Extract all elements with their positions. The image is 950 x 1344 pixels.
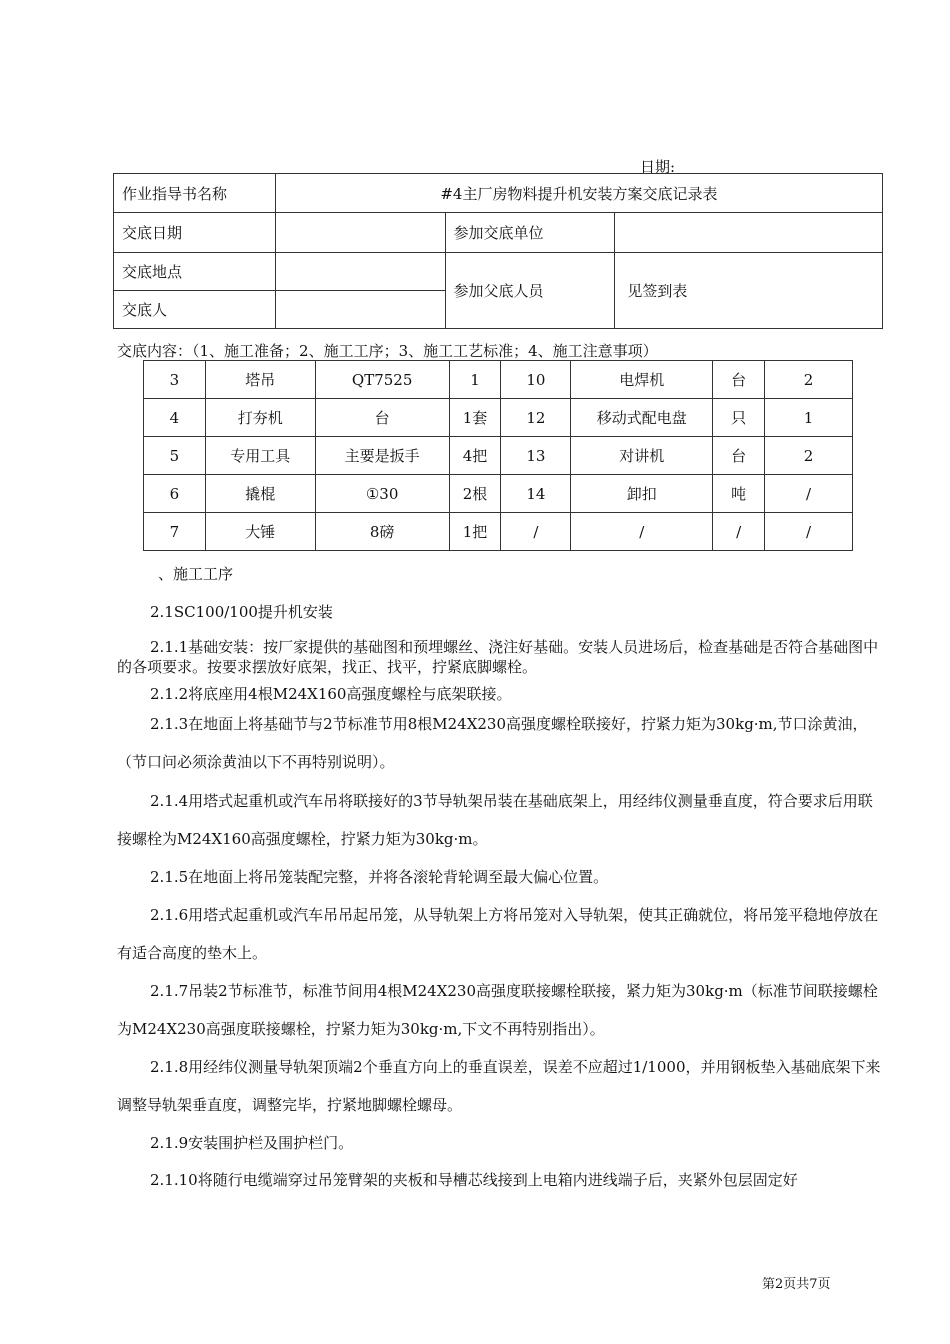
table-cell: 1 [449,361,501,399]
table-cell: 1 [765,399,853,437]
equipment-table [143,360,853,551]
header-label: 交底地点 [114,253,276,291]
header-label: 参加父底人员 [445,253,615,329]
header-row [114,213,883,253]
table-cell: 打夯机 [205,399,315,437]
header-value [275,291,445,329]
table-cell: 14 [501,475,571,513]
table-cell: / [571,513,713,551]
step-paragraph: 2.1.2将底座用4根M24X160高强度螺栓与底架联接。 [150,685,512,703]
table-cell: 6 [144,475,206,513]
table-cell: 13 [501,437,571,475]
subsection-title: 2.1SC100/100提升机安装 [150,603,333,621]
header-value [275,253,445,291]
table-cell: 只 [713,399,765,437]
table-cell: 吨 [713,475,765,513]
table-cell: 2 [765,361,853,399]
table-cell: 移动式配电盘 [571,399,713,437]
date-label: 日期: [640,158,676,176]
table-cell: 8磅 [315,513,449,551]
table-cell: 主要是扳手 [315,437,449,475]
table-cell: / [765,475,853,513]
table-row [144,437,853,475]
table-cell: 塔吊 [205,361,315,399]
table-cell: / [501,513,571,551]
table-cell: 7 [144,513,206,551]
table-cell: 卸扣 [571,475,713,513]
table-cell: 台 [713,437,765,475]
table-cell: 台 [315,399,449,437]
step-paragraph: 2.1.7吊装2节标准节，标准节间用4根M24X230高强度联接螺栓联接，紧力矩为30kg·m（标准节间联接螺栓为M24X230高强度联接螺栓，拧紧力矩为30kg·m,下文不再特别指出）。 [117,982,878,1038]
step-paragraph: 2.1.5在地面上将吊笼装配完整，并将各滚轮背轮调至最大偏心位置。 [150,868,609,886]
header-label: 交底日期 [114,213,276,253]
header-value: 见签到表 [615,253,883,329]
step-paragraph: 2.1.4用塔式起重机或汽车吊将联接好的3节导轨架吊装在基础底架上，用经纬仪测量垂直度，符合要求后用联接螺栓为M24X160高强度螺栓，拧紧力矩为30kg·m。 [117,792,873,848]
step-paragraph: 2.1.1基础安装：按厂家提供的基础图和预埋螺丝、浇注好基础。安装人员进场后，检查基础是否符合基础图中的各项要求。按要求摆放好底架，找正、找平，拧紧底脚螺栓。 [117,638,879,676]
table-cell: QT7525 [315,361,449,399]
page-footer: 第2页共7页 [762,1277,831,1292]
table-cell: 2 [765,437,853,475]
table-cell: 台 [713,361,765,399]
table-cell: 1把 [449,513,501,551]
table-row [144,513,853,551]
step-paragraph: 2.1.3在地面上将基础节与2节标准节用8根M24X230高强度螺栓联接好，拧紧力矩为30kg·m,节口涂黄油，（节口问必须涂黄油以下不再特别说明）。 [117,715,868,771]
header-table [113,173,883,329]
table-cell: 专用工具 [205,437,315,475]
step-paragraph: 2.1.9安装围护栏及围护栏门。 [150,1134,354,1152]
table-cell: 3 [144,361,206,399]
table-cell: 10 [501,361,571,399]
table-cell: 1套 [449,399,501,437]
header-label: 作业指导书名称 [114,174,276,213]
table-cell: 4把 [449,437,501,475]
table-cell: 撬棍 [205,475,315,513]
table-row [144,475,853,513]
table-cell: 12 [501,399,571,437]
table-cell: 4 [144,399,206,437]
header-value [615,213,883,253]
header-row [114,253,883,291]
step-paragraph: 2.1.10将随行电缆端穿过吊笼臂架的夹板和导槽芯线接到上电箱内进线端子后，夹紧外包层固定好 [150,1171,798,1189]
header-row [114,174,883,213]
table-cell: / [713,513,765,551]
table-row [144,361,853,399]
table-cell: 大锤 [205,513,315,551]
step-paragraph: 2.1.8用经纬仪测量导轨架顶端2个垂直方向上的垂直误差，误差不应超过1/1000，并用钢板垫入基础底架下来调整导轨架垂直度，调整完毕，拧紧地脚螺栓螺母。 [117,1058,881,1114]
header-value [275,213,445,253]
section-title: 、施工工序 [158,565,234,583]
header-label: 交底人 [114,291,276,329]
table-cell: 5 [144,437,206,475]
table-cell: 2根 [449,475,501,513]
content-label: 交底内容：（1、施工准备；2、施工工序；3、施工工艺标准；4、施工注意事项） [117,342,658,360]
table-cell: 对讲机 [571,437,713,475]
table-cell: ①30 [315,475,449,513]
table-cell: 电焊机 [571,361,713,399]
header-label: 参加交底单位 [445,213,615,253]
document-title: #4主厂房物料提升机安装方案交底记录表 [275,174,882,213]
table-cell: / [765,513,853,551]
table-row [144,399,853,437]
step-paragraph: 2.1.6用塔式起重机或汽车吊吊起吊笼，从导轨架上方将吊笼对入导轨架，使其正确就位，将吊笼平稳地停放在有适合高度的垫木上。 [117,906,879,962]
